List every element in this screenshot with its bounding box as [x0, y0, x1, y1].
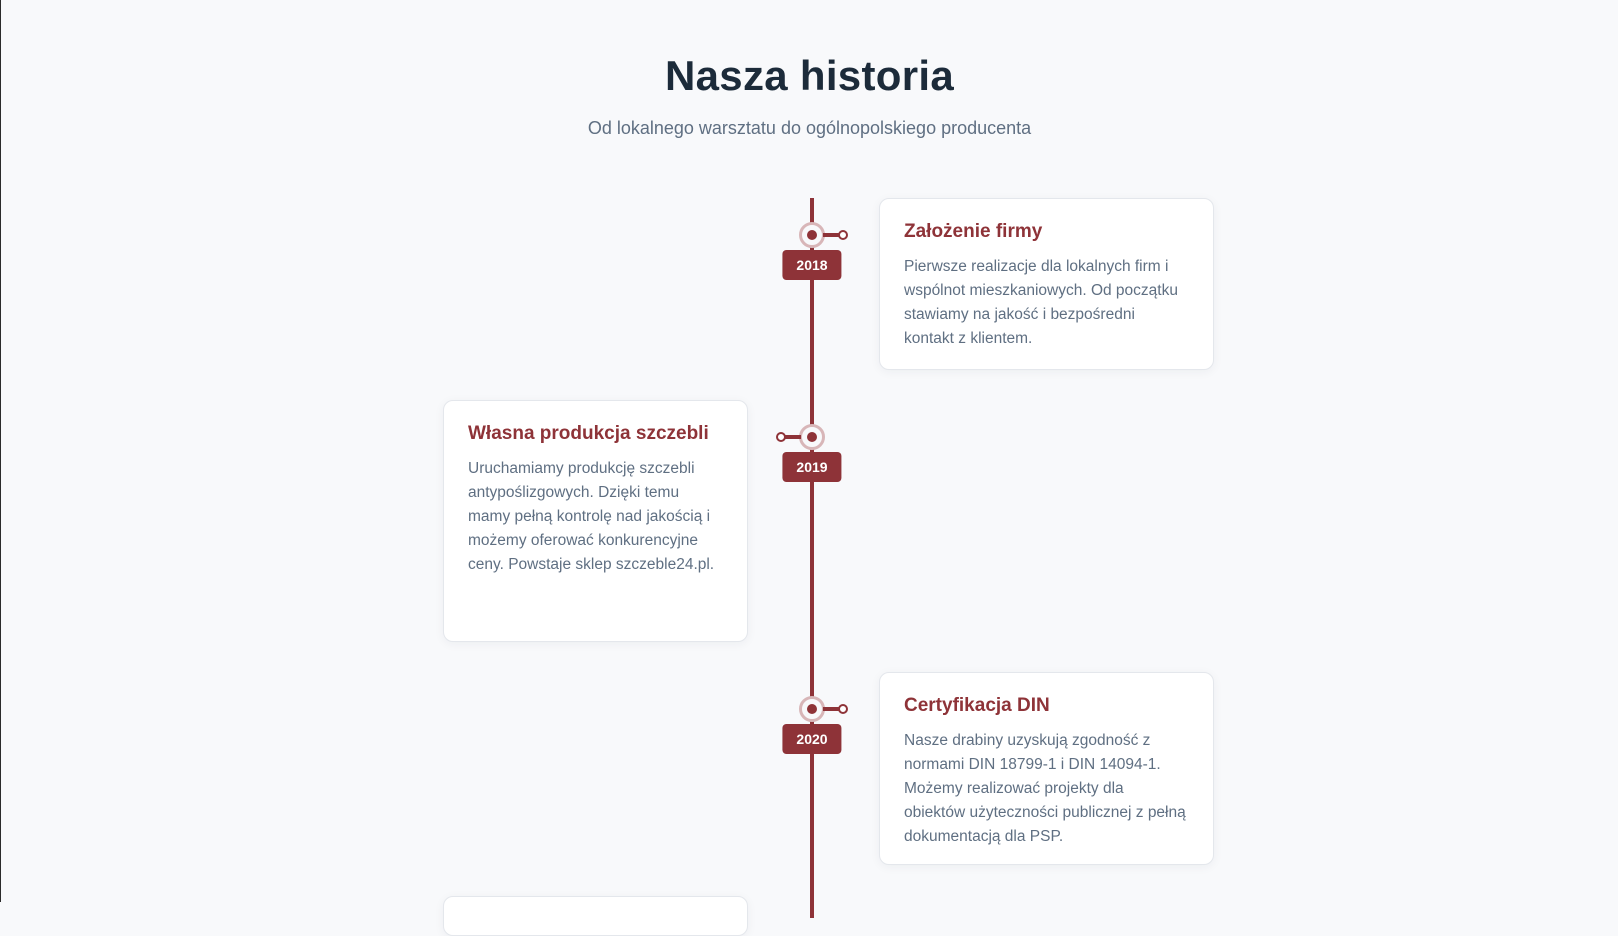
- year-badge-2019: 2019: [782, 452, 841, 482]
- timeline-card-2018: [879, 198, 1214, 370]
- section-header: [1, 52, 1618, 139]
- timeline-connector-end-2018: [838, 230, 848, 240]
- card-title: Założenie firmy: [904, 221, 1043, 242]
- year-badge-2020: 2020: [782, 724, 841, 754]
- timeline-connector-end-2019: [776, 432, 786, 442]
- timeline-node-2020: [799, 696, 825, 722]
- timeline-node-2018: [799, 222, 825, 248]
- page-subtitle: Od lokalnego warsztatu do ogólnopolskiego producenta: [587, 118, 1032, 138]
- timeline-line: [810, 198, 814, 918]
- card-title: Własna produkcja szczebli: [468, 423, 709, 444]
- timeline-card-2019: [443, 400, 748, 642]
- card-text: Pierwsze realizacje dla lokalnych firm i wspólnot mieszkaniowych. Od początku stawiamy na jakość i bezpośredni kontakt z klientem.: [904, 258, 1178, 347]
- timeline-connector-end-2020: [838, 704, 848, 714]
- year-badge-2018: 2018: [782, 250, 841, 280]
- timeline-card-next: [443, 896, 748, 936]
- card-text: Nasze drabiny uzyskują zgodność z normami DIN 18799-1 i DIN 14094-1. Możemy realizować projekty dla obiektów użyteczności publicznej z pełną dokumentacją dla PSP.: [904, 732, 1186, 845]
- card-title: Certyfikacja DIN: [904, 695, 1050, 716]
- timeline-node-2019: [799, 424, 825, 450]
- page-title: Nasza historia: [665, 52, 954, 99]
- card-text: Uruchamiamy produkcję szczebli antypoślizgowych. Dzięki temu mamy pełną kontrolę nad jakością i możemy oferować konkurencyjne ceny. Powstaje sklep szczeble24.pl.: [468, 460, 715, 573]
- timeline-card-2020: [879, 672, 1214, 865]
